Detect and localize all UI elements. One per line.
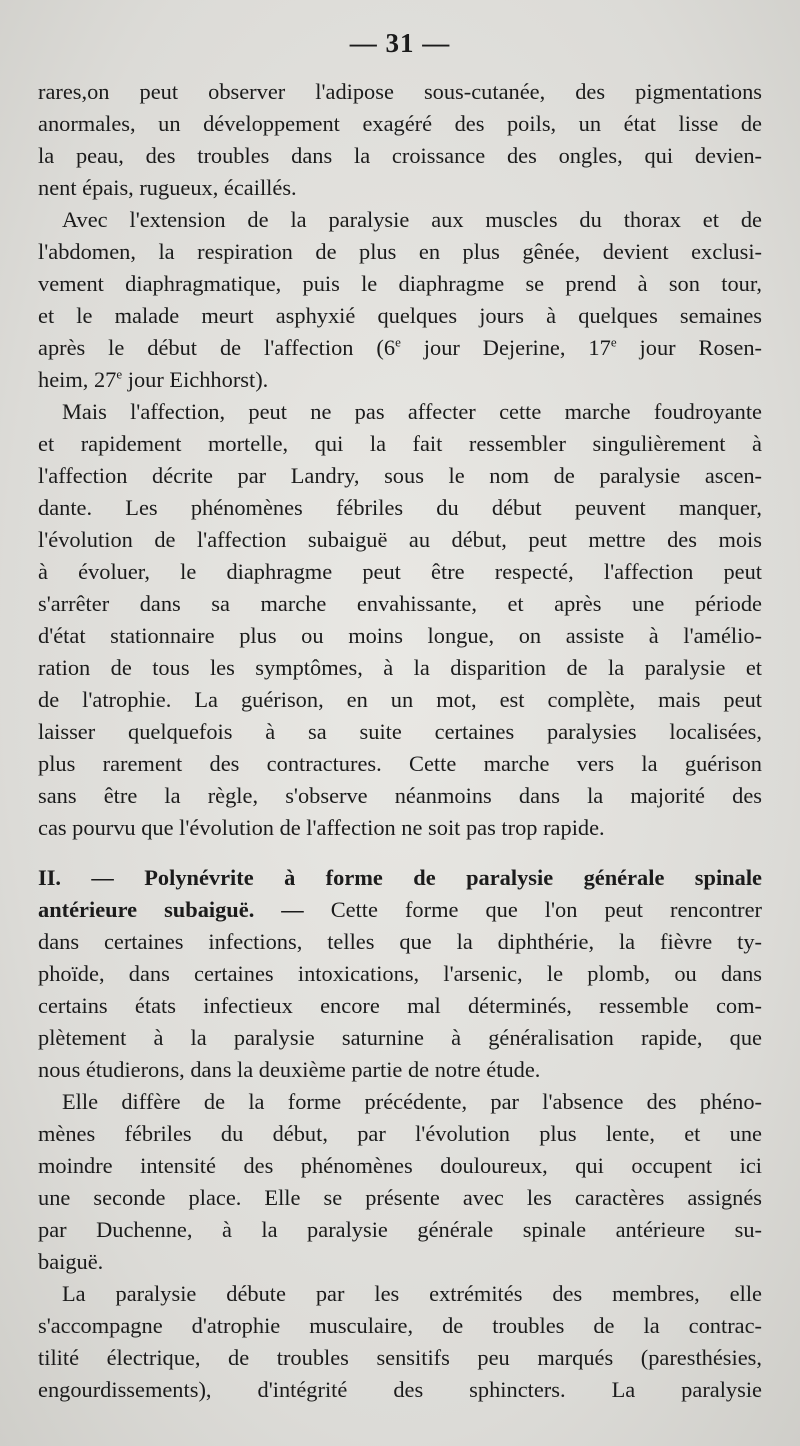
text-line: une seconde place. Elle se présente avec les caractères assignés <box>38 1185 762 1210</box>
text-line: cas pourvu que l'évolution de l'affection ne soit pas trop rapide. <box>38 815 605 840</box>
text-line: Elle diffère de la forme précédente, par l'absence des phéno- <box>62 1089 762 1114</box>
text-line: la peau, des troubles dans la croissance des ongles, qui devien- <box>38 143 762 168</box>
text-line: vement diaphragmatique, puis le diaphragme se prend à son tour, <box>38 271 762 296</box>
text-line: dante. Les phénomènes fébriles du début peuvent manquer, <box>38 495 762 520</box>
text-line: heim, 27e jour Eichhorst). <box>38 366 269 392</box>
text-run: Cette forme que l'on peut rencontrer <box>303 897 762 922</box>
section-heading: II. — Polynévrite à forme de paralysie générale spinale <box>38 865 762 890</box>
text-line: anormales, un développement exagéré des poils, un état lisse de <box>38 111 762 136</box>
text-line: de l'atrophie. La guérison, en un mot, est complète, mais peut <box>38 687 762 712</box>
section-ii <box>38 862 762 1086</box>
section-gap <box>38 844 762 862</box>
body-text <box>38 76 762 1406</box>
page-number: — 31 — <box>349 28 451 58</box>
text-line: s'accompagne d'atrophie musculaire, de troubles de la contrac- <box>38 1313 762 1338</box>
text-line: ration de tous les symptômes, à la disparition de la paralysie et <box>38 655 762 680</box>
text-line: l'abdomen, la respiration de plus en plus gênée, devient exclusi- <box>38 239 762 264</box>
text-line: l'évolution de l'affection subaiguë au début, peut mettre des mois <box>38 527 762 552</box>
text-line: à évoluer, le diaphragme peut être respecté, l'affection peut <box>38 559 762 584</box>
text-line: La paralysie débute par les extrémités des membres, elle <box>62 1281 762 1306</box>
paragraph-5 <box>38 1278 762 1406</box>
text-line: rares,on peut observer l'adipose sous-cutanée, des pigmentations <box>38 79 762 104</box>
ordinal-suffix: e <box>395 334 401 350</box>
section-heading-lead: antérieure subaiguë. — <box>38 897 304 922</box>
section-heading-continuation <box>38 894 762 926</box>
text-line: par Duchenne, à la paralysie générale spinale antérieure su- <box>38 1217 762 1242</box>
paragraph-3 <box>38 396 762 844</box>
text-line: dans certaines infections, telles que la diphthérie, la fièvre ty- <box>38 929 762 954</box>
text-line: phoïde, dans certaines intoxications, l'arsenic, le plomb, ou dans <box>38 961 762 986</box>
text-line: après le début de l'affection (6e jour Dejerine, 17e jour Rosen- <box>38 334 762 360</box>
text-line: Avec l'extension de la paralysie aux muscles du thorax et de <box>62 207 762 232</box>
paragraph-1 <box>38 76 762 204</box>
text-line: s'arrêter dans sa marche envahissante, et après une période <box>38 591 762 616</box>
text-line: l'affection décrite par Landry, sous le nom de paralysie ascen- <box>38 463 762 488</box>
text-line: tilité électrique, de troubles sensitifs peu marqués (paresthésies, <box>38 1345 762 1370</box>
text-line: moindre intensité des phénomènes douloureux, qui occupent ici <box>38 1153 762 1178</box>
text-line: engourdissements), d'intégrité des sphincters. La paralysie <box>38 1377 762 1402</box>
text-line: mènes fébriles du début, par l'évolution plus lente, et une <box>38 1121 762 1146</box>
ordinal-suffix: e <box>116 366 123 382</box>
text-line: plus rarement des contractures. Cette marche vers la guérison <box>38 751 762 776</box>
text-line: baiguë. <box>38 1249 104 1274</box>
text-line: d'état stationnaire plus ou moins longue, on assiste à l'amélio- <box>38 623 762 648</box>
ordinal-suffix: e <box>610 334 617 350</box>
text-line: nent épais, rugueux, écaillés. <box>38 175 297 200</box>
text-line: certains états infectieux encore mal déterminés, ressemble com- <box>38 993 762 1018</box>
text-line: plètement à la paralysie saturnine à généralisation rapide, que <box>38 1025 762 1050</box>
text-line: et le malade meurt asphyxié quelques jours à quelques semaines <box>38 303 762 328</box>
text-line: et rapidement mortelle, qui la fait ressembler singulièrement à <box>38 431 762 456</box>
text-line: Mais l'affection, peut ne pas affecter cette marche foudroyante <box>62 399 762 424</box>
text-line: nous étudierons, dans la deuxième partie de notre étude. <box>38 1057 541 1082</box>
paragraph-2 <box>38 204 762 396</box>
text-line: sans être la règle, s'observe néanmoins dans la majorité des <box>38 783 762 808</box>
text-line: laisser quelquefois à sa suite certaines paralysies localisées, <box>38 719 762 744</box>
paragraph-4 <box>38 1086 762 1278</box>
